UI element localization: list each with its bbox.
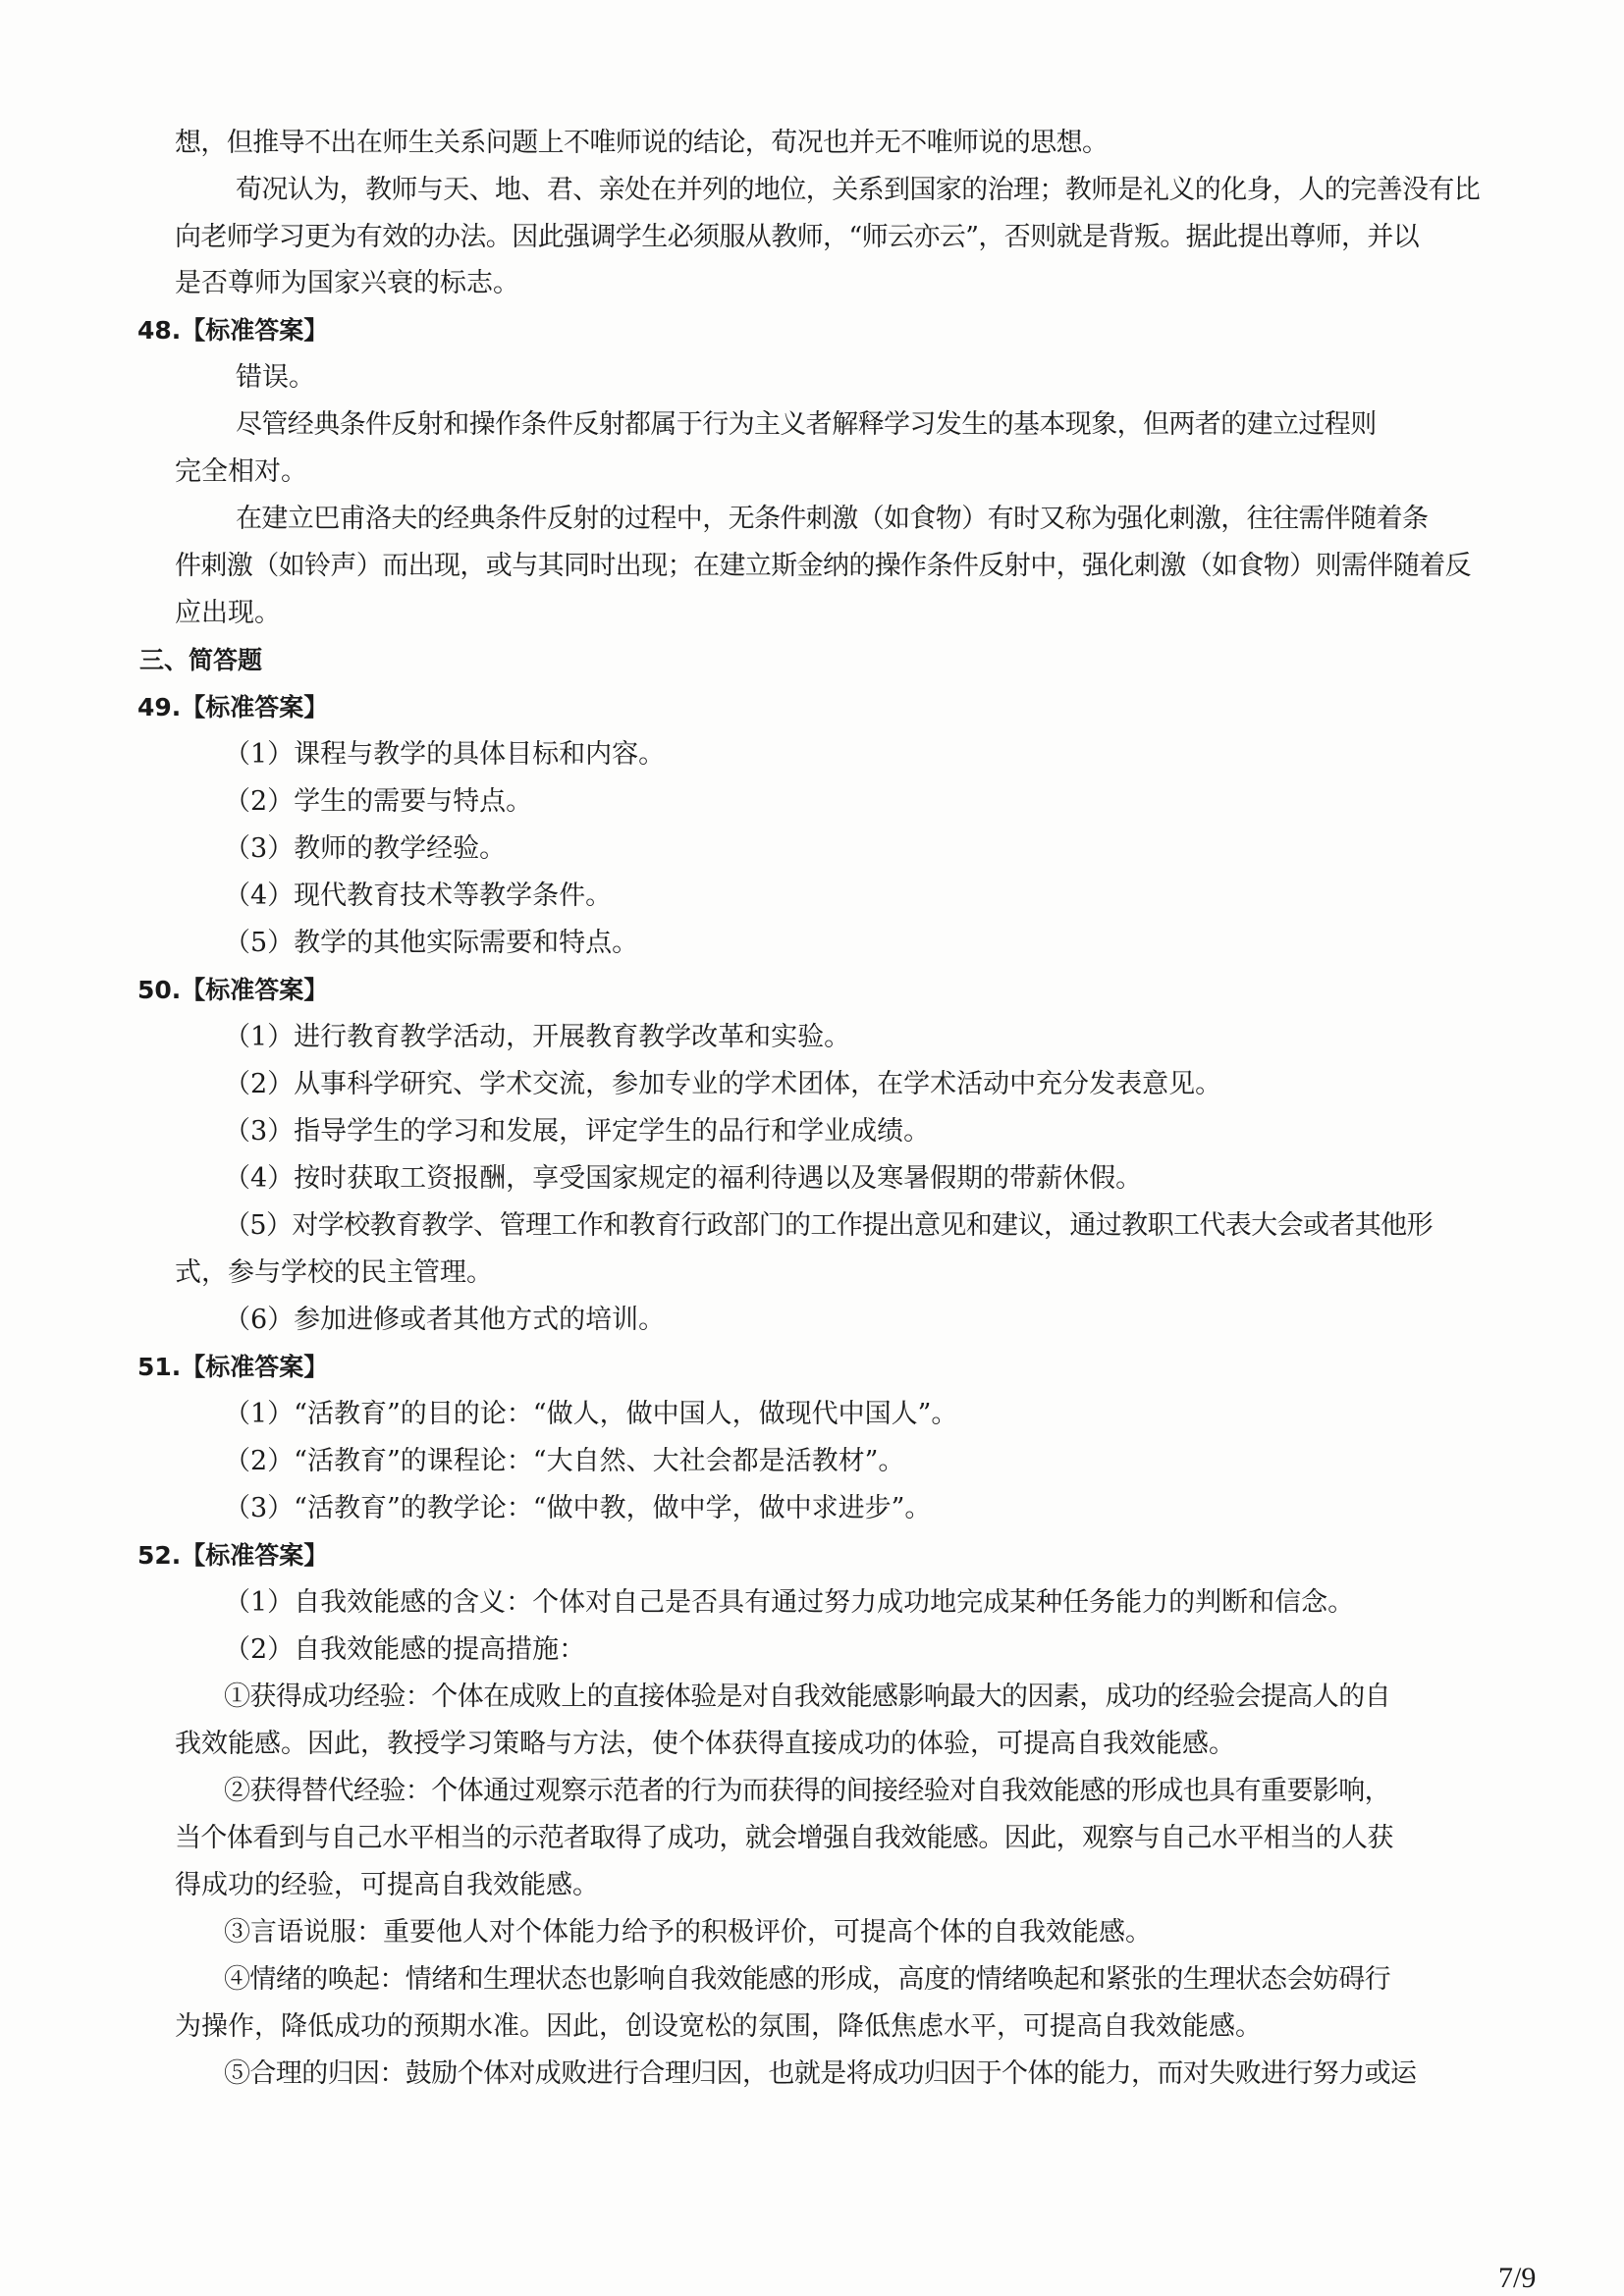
paragraph-line: 完全相对。 (175, 456, 307, 487)
paragraph-line: 得成功的经验，可提高自我效能感。 (175, 1870, 599, 1900)
answer-heading-48: 48.【标准答案】 (137, 316, 329, 345)
section-heading: 三、简答题 (139, 646, 263, 674)
paragraph-line: 是否尊师为国家兴衰的标志。 (175, 268, 519, 298)
paragraph-line: 想，但推导不出在师生关系问题上不唯师说的结论，荀况也并无不唯师说的思想。 (175, 128, 1109, 158)
list-item: （3）指导学生的学习和发展，评定学生的品行和学业成绩。 (224, 1116, 931, 1147)
list-item: ②获得替代经验：个体通过观察示范者的行为而获得的间接经验对自我效能感的形成也具有重要影响， (224, 1776, 1390, 1806)
paragraph-line: 式，参与学校的民主管理。 (175, 1257, 493, 1288)
list-item: （4）按时获取工资报酬，享受国家规定的福利待遇以及寒暑假期的带薪休假。 (224, 1163, 1143, 1194)
list-item: ④情绪的唤起：情绪和生理状态也影响自我效能感的形成，高度的情绪唤起和紧张的生理状态会妨碍行 (224, 1964, 1390, 1995)
list-item: （5）教学的其他实际需要和特点。 (224, 928, 639, 958)
answer-heading-50: 50.【标准答案】 (137, 976, 329, 1004)
paragraph-line: 件刺激（如铃声）而出现，或与其同时出现；在建立斯金纳的操作条件反射中，强化刺激（如食物）则需伴随着反 (175, 551, 1471, 581)
answer-heading-52: 52.【标准答案】 (137, 1541, 329, 1570)
list-item: （2）“活教育”的课程论：“大自然、大社会都是活教材”。 (224, 1446, 905, 1476)
answer-heading-49: 49.【标准答案】 (137, 693, 329, 721)
list-item: （2）从事科学研究、学术交流，参加专业的学术团体，在学术活动中充分发表意见。 (224, 1069, 1222, 1099)
list-item: （6）参加进修或者其他方式的培训。 (224, 1305, 666, 1335)
list-item: ①获得成功经验：个体在成败上的直接体验是对自我效能感影响最大的因素，成功的经验会提高人的自 (224, 1682, 1390, 1712)
page-number: 7/9 (1498, 2262, 1537, 2294)
paragraph-line: 错误。 (236, 362, 315, 393)
list-item: ⑤合理的归因：鼓励个体对成败进行合理归因，也就是将成功归因于个体的能力，而对失败进行努力或运 (224, 2058, 1417, 2089)
list-item: （2）自我效能感的提高措施： (224, 1634, 586, 1665)
list-item: （1）课程与教学的具体目标和内容。 (224, 739, 666, 770)
list-item: （3）教师的教学经验。 (224, 833, 507, 864)
paragraph-line: 应出现。 (175, 598, 281, 628)
list-item: （5）对学校教育教学、管理工作和教育行政部门的工作提出意见和建议，通过教职工代表大会或者其他形 (224, 1210, 1433, 1241)
paragraph-line: 在建立巴甫洛夫的经典条件反射的过程中，无条件刺激（如食物）有时又称为强化刺激，往往需伴随着条 (236, 504, 1429, 534)
paragraph-line: 为操作，降低成功的预期水准。因此，创设宽松的氛围，降低焦虑水平，可提高自我效能感。 (175, 2011, 1262, 2042)
list-item: （3）“活教育”的教学论：“做中教，做中学，做中求进步”。 (224, 1493, 932, 1523)
list-item: （1）自我效能感的含义：个体对自己是否具有通过努力成功地完成某种任务能力的判断和信念。 (224, 1587, 1355, 1618)
list-item: （4）现代教育技术等教学条件。 (224, 881, 613, 911)
paragraph-line: 荀况认为，教师与天、地、君、亲处在并列的地位，关系到国家的治理；教师是礼义的化身，人的完善没有比 (236, 175, 1481, 205)
paragraph-line: 向老师学习更为有效的办法。因此强调学生必须服从教师，“师云亦云”，否则就是背叛。据此提出尊师，并以 (175, 222, 1420, 252)
paragraph-line: 尽管经典条件反射和操作条件反射都属于行为主义者解释学习发生的基本现象，但两者的建立过程则 (236, 409, 1377, 440)
list-item: （1）“活教育”的目的论：“做人，做中国人，做现代中国人”。 (224, 1399, 958, 1429)
list-item: （2）学生的需要与特点。 (224, 786, 533, 817)
list-item: ③言语说服：重要他人对个体能力给予的积极评价，可提高个体的自我效能感。 (224, 1917, 1152, 1948)
paragraph-line: 当个体看到与自己水平相当的示范者取得了成功，就会增强自我效能感。因此，观察与自己水平相当的人获 (175, 1823, 1393, 1853)
paragraph-line: 我效能感。因此，教授学习策略与方法，使个体获得直接成功的体验，可提高自我效能感。 (175, 1729, 1235, 1759)
answer-heading-51: 51.【标准答案】 (137, 1353, 329, 1381)
list-item: （1）进行教育教学活动，开展教育教学改革和实验。 (224, 1022, 851, 1052)
